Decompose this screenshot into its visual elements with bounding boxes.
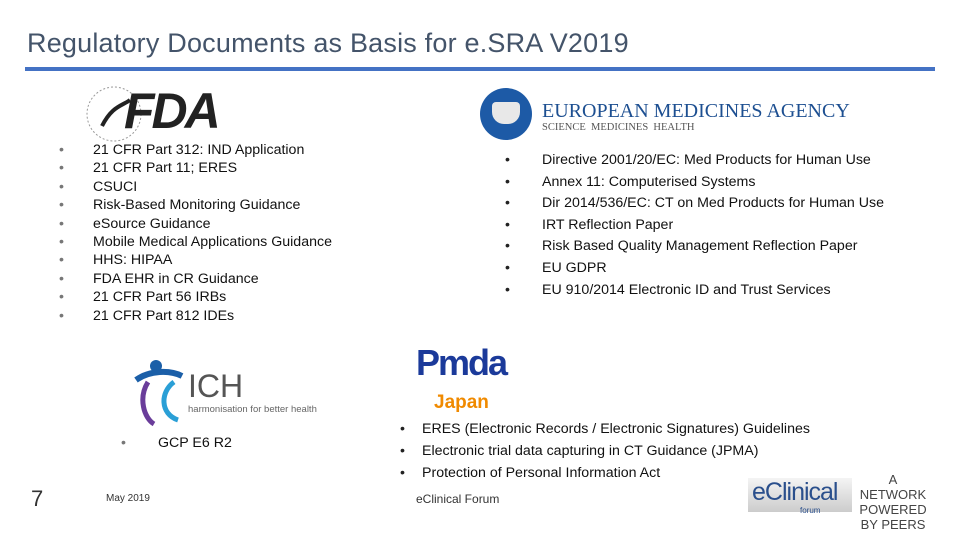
list-item: • eSource Guidance xyxy=(59,215,332,233)
pmda-logo: Pmda Japan xyxy=(416,342,507,413)
list-item: • Mobile Medical Applications Guidance xyxy=(59,233,332,251)
footer-org: eClinical Forum xyxy=(416,492,500,506)
fda-logo: FDA xyxy=(82,86,242,142)
list-item: • Risk-Based Monitoring Guidance xyxy=(59,196,332,214)
page-number: 7 xyxy=(31,486,44,511)
eclinical-logo: eClinical forum A NETWORK POWERED BY PEERS xyxy=(748,472,928,520)
list-item: • ERES (Electronic Records / Electronic Signatures) Guidelines xyxy=(400,418,810,440)
list-item: • 21 CFR Part 312: IND Application xyxy=(59,141,332,159)
footer-date: May 2019 xyxy=(106,493,150,504)
list-item: • 21 CFR Part 56 IRBs xyxy=(59,288,332,306)
list-item: • IRT Reflection Paper xyxy=(505,215,935,237)
fda-list xyxy=(59,141,332,325)
list-item: • Electronic trial data capturing in CT Guidance (JPMA) xyxy=(400,440,810,462)
list-item: • Directive 2001/20/EC: Med Products for Human Use xyxy=(505,150,935,172)
slide-title: Regulatory Documents as Basis for e.SRA V2019 xyxy=(27,28,629,58)
ema-logo: EUROPEAN MEDICINES AGENCY SCIENCE MEDICINES HEALTH xyxy=(480,88,820,140)
list-item: • EU 910/2014 Electronic ID and Trust Services xyxy=(505,280,935,302)
ich-list xyxy=(121,434,232,452)
list-item: • Dir 2014/536/EC: CT on Med Products for Human Use xyxy=(505,193,935,215)
ich-logo: ICH harmonisation for better health xyxy=(130,358,340,428)
ich-figure-icon xyxy=(130,358,190,428)
list-item: • Risk Based Quality Management Reflection Paper xyxy=(505,236,935,258)
list-item: • EU GDPR xyxy=(505,258,935,280)
list-item: • 21 CFR Part 11; ERES xyxy=(59,159,332,177)
title-divider xyxy=(25,67,935,71)
list-item: • FDA EHR in CR Guidance xyxy=(59,270,332,288)
list-item: • CSUCI xyxy=(59,178,332,196)
ema-emblem-icon xyxy=(480,88,532,140)
list-item: • Annex 11: Computerised Systems xyxy=(505,172,935,194)
list-item: • Protection of Personal Information Act xyxy=(400,462,810,484)
list-item: • HHS: HIPAA xyxy=(59,251,332,269)
list-item: • 21 CFR Part 812 IDEs xyxy=(59,307,332,325)
list-item: • GCP E6 R2 xyxy=(121,434,232,452)
ema-list xyxy=(505,150,935,301)
